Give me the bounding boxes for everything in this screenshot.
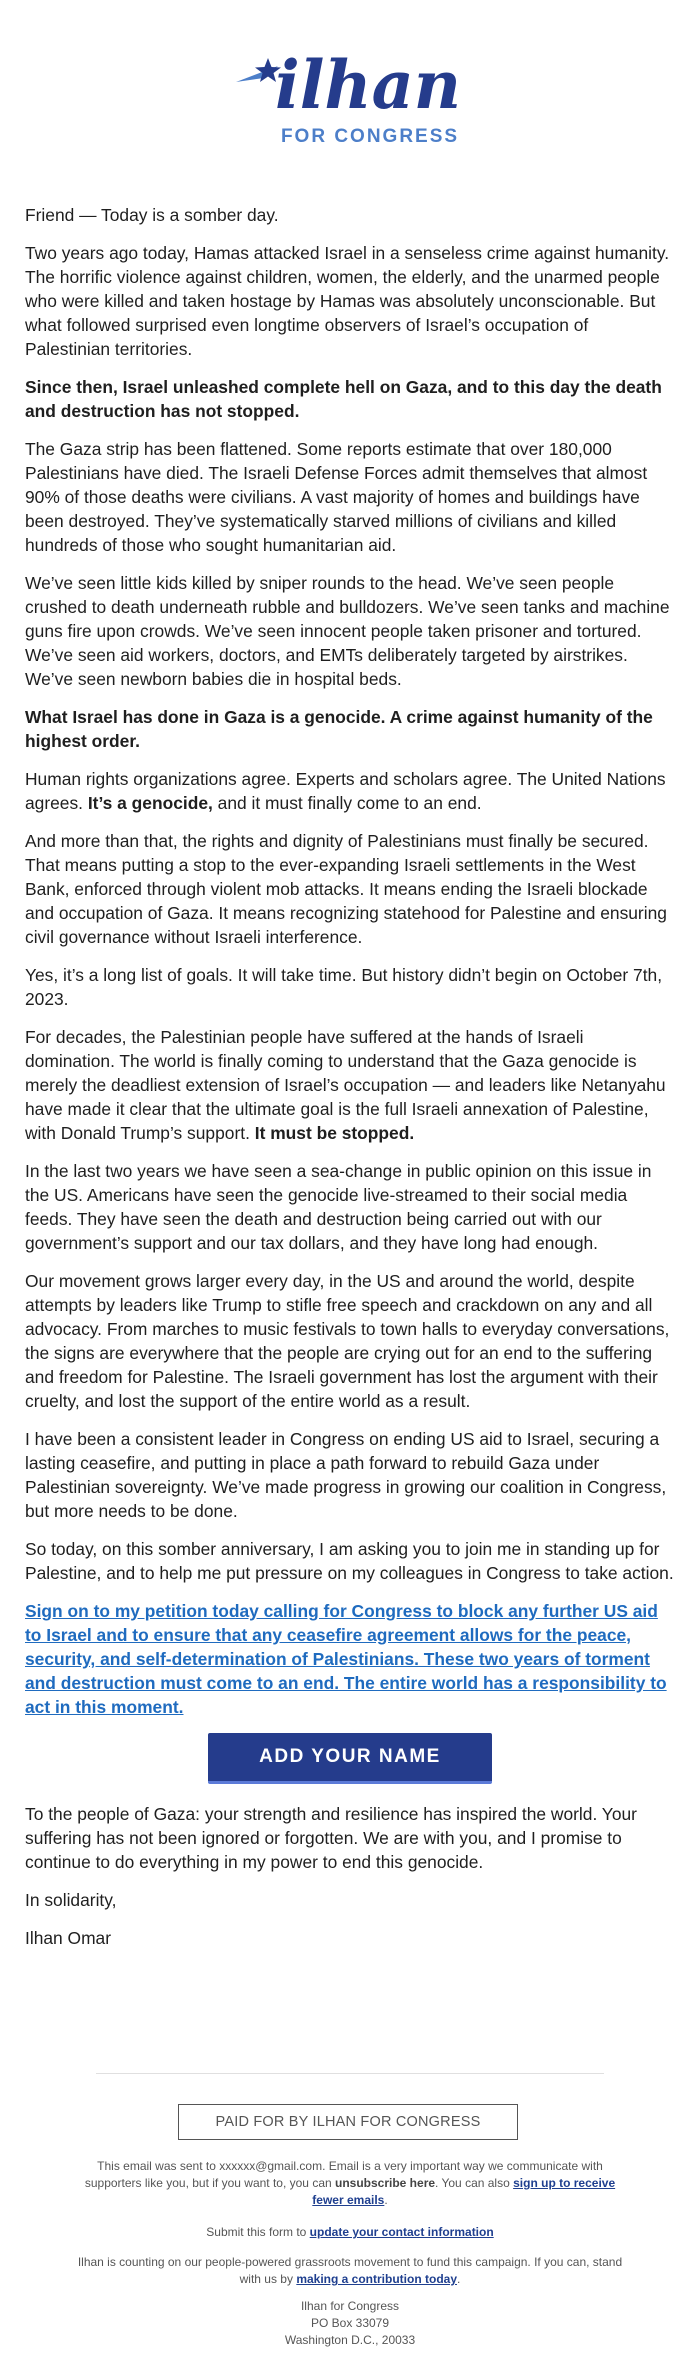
paragraph-ask: So today, on this somber anniversary, I am asking you to join me in standing up for Palestine, and to help me put pressure on my colleagues in Congress to take action. <box>25 1539 674 1583</box>
ilhan-for-congress-logo <box>230 42 470 152</box>
paragraph-public-opinion: In the last two years we have seen a sea-change in public opinion on this issue in the US. Americans have seen the genocide live-streamed to their social media feeds. They have seen the death and destruction being carried out with our government’s support and our tax dollars, and they have long had enough. <box>25 1161 652 1253</box>
footer-address <box>70 2298 630 2349</box>
cta-wrapper <box>25 1733 675 1784</box>
paid-for-by-box: PAID FOR BY ILHAN FOR CONGRESS <box>178 2104 518 2140</box>
paragraph-decades <box>25 1025 675 1145</box>
email-header <box>0 0 700 180</box>
paragraph-hell-on-gaza: Since then, Israel unleashed complete hell on Gaza, and to this day the death and destruction has not stopped. <box>25 377 662 421</box>
fewer-emails-link[interactable]: sign up to receive fewer emails <box>312 2176 616 2207</box>
decades-bold: It must be stopped. <box>254 1123 415 1143</box>
counting-text-2: . <box>457 2272 461 2286</box>
address-line-3: Washington D.C., 20033 <box>284 2333 416 2347</box>
signature: Ilhan Omar <box>25 1928 112 1948</box>
paragraph-people-of-gaza: To the people of Gaza: your strength and resilience has inspired the world. Your suffering has not been ignored or forgotten. We are with you, and I promise to continue to do everything in my power to end this genocide. <box>25 1804 637 1872</box>
agree-end: and it must finally come to an end. <box>212 793 482 813</box>
footer-counting <box>70 2254 630 2288</box>
footer-sent-notice <box>70 2158 630 2209</box>
contribution-link[interactable]: making a contribution today <box>296 2272 458 2286</box>
add-your-name-button[interactable]: ADD YOUR NAME <box>208 1733 492 1784</box>
address-line-1: Ilhan for Congress <box>300 2299 400 2313</box>
submit-text: Submit this form to <box>206 2225 310 2239</box>
petition-link[interactable]: Sign on to my petition today calling for Congress to block any further US aid to Israel and to ensure that any ceasefire agreement allows for the peace, security, and self-determination of Palestinians. These two years of torment and destruction must come to an end. The entire world has a responsibility to act in this moment. <box>25 1601 667 1717</box>
logo-wordmark: ilhan <box>275 46 461 124</box>
decades-text: For decades, the Palestinian people have suffered at the hands of Israeli domination. The world is finally coming to understand that the Gaza genocide is merely the deadliest extension of Israel’s occupation — and leaders like Netanyahu have made it clear that the ultimate goal is the full Israeli annexation of Palestine, with Donald Trump’s support. <box>25 1027 666 1143</box>
paragraph-movement: Our movement grows larger every day, in the US and around the world, despite attempts by leaders like Trump to stifle free speech and crackdown on any and all advocacy. From marches to music festivals to town halls to everyday conversations, the signs are everywhere that the people are crying out for an end to the suffering and freedom for Palestine. The Israeli government has lost the argument with their cruelty, and lost the support of the entire world as a result. <box>25 1271 670 1411</box>
sent-text-3: . <box>384 2193 388 2207</box>
paragraph-goals: Yes, it’s a long list of goals. It will take time. But history didn’t begin on October 7th, 2023. <box>25 965 663 1009</box>
counting-text: Ilhan is counting on our people-powered grassroots movement to fund this campaign. If you can, stand with us by <box>77 2255 623 2286</box>
sent-text: This email was sent to xxxxxx@gmail.com. Email is a very important way we communicate with supporters like you, but if you want to, you can <box>84 2159 603 2190</box>
agree-text: Human rights organizations agree. Experts and scholars agree. The United Nations agrees. <box>25 769 666 813</box>
address-line-2: PO Box 33079 <box>310 2316 390 2330</box>
paragraph-leader: I have been a consistent leader in Congress on ending US aid to Israel, securing a lasting ceasefire, and putting in place a path forward to rebuild Gaza under Palestinian sovereignty. We’ve made progress in growing our coalition in Congress, but more needs to be done. <box>25 1429 667 1521</box>
paragraph-we-have-seen: We’ve seen little kids killed by sniper rounds to the head. We’ve seen people crushed to death underneath rubble and bulldozers. We’ve seen tanks and machine guns fire upon crowds. We’ve seen innocent people taken prisoner and tortured. We’ve seen aid workers, doctors, and EMTs deliberately targeted by airstrikes. We’ve seen newborn babies die in hospital beds. <box>25 573 670 689</box>
paragraph-agree <box>25 767 675 815</box>
update-contact-link[interactable]: update your contact information <box>309 2225 494 2239</box>
logo-subtitle: FOR CONGRESS <box>280 126 460 147</box>
paragraph-genocide: What Israel has done in Gaza is a genocide. A crime against humanity of the highest order. <box>25 707 653 751</box>
sent-text-2: . You can also <box>435 2176 514 2190</box>
unsubscribe-link[interactable]: unsubscribe here <box>335 2176 436 2190</box>
footer-submit-form <box>70 2224 630 2241</box>
signoff: In solidarity, <box>25 1890 117 1910</box>
agree-bold: It’s a genocide, <box>87 793 213 813</box>
footer-divider <box>96 2073 604 2074</box>
email-body <box>25 203 675 1964</box>
greeting: Friend — Today is a somber day. <box>25 205 279 225</box>
paragraph-rights: And more than that, the rights and dignity of Palestinians must finally be secured. That means putting a stop to the ever-expanding Israeli settlements in the West Bank, enforced through violent mob attacks. It means ending the Israeli blockade and occupation of Gaza. It means recognizing statehood for Palestine and ensuring civil governance without Israeli interference. <box>25 831 667 947</box>
paragraph-attack: Two years ago today, Hamas attacked Israel in a senseless crime against humanity. The horrific violence against children, women, the elderly, and the unarmed people who were killed and taken hostage by Hamas was absolutely unconscionable. But what followed surprised even longtime observers of Israel’s occupation of Palestinian territories. <box>25 243 670 359</box>
paragraph-flattened: The Gaza strip has been flattened. Some reports estimate that over 180,000 Palestinians have died. The Israeli Defense Forces admit themselves that almost 90% of those deaths were civilians. A vast majority of homes and buildings have been destroyed. They’ve systematically starved millions of civilians and killed hundreds of those who sought humanitarian aid. <box>25 439 648 555</box>
